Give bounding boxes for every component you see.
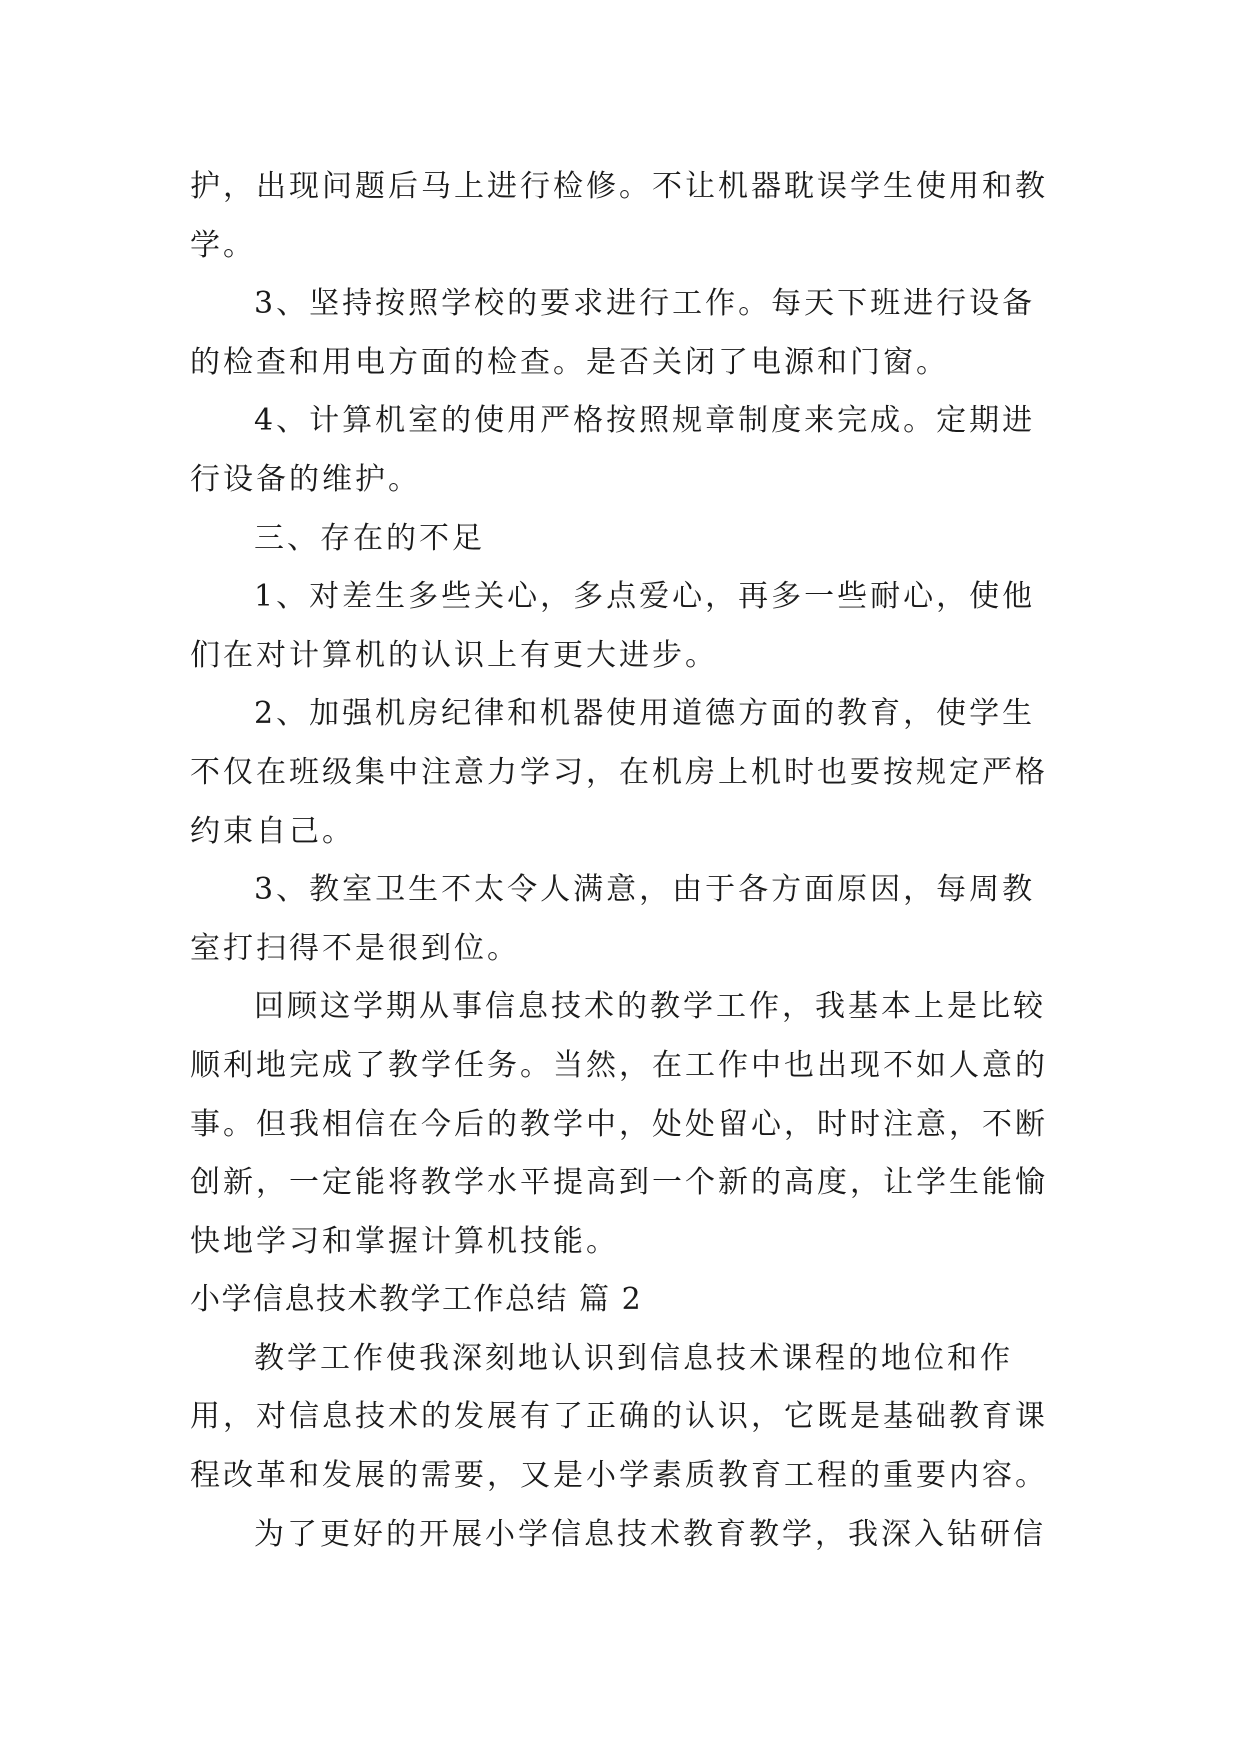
section-heading: 小学信息技术教学工作总结 篇 2 <box>190 1282 643 1318</box>
document-body <box>190 158 1060 1564</box>
text-line: 约束自己。 <box>190 813 355 849</box>
text-line: 护，出现问题后马上进行检修。不让机器耽误学生使用和教 <box>190 169 1048 204</box>
text-line: 为了更好的开展小学信息技术教育教学，我深入钻研信 <box>254 1516 1046 1552</box>
text-line: 程改革和发展的需要，又是小学素质教育工程的重要内容。 <box>190 1458 1048 1494</box>
text-line: 2、加强机房纪律和机器使用道德方面的教育，使学生 <box>254 696 1036 732</box>
text-line: 创新，一定能将教学水平提高到一个新的高度，让学生能愉 <box>190 1165 1048 1201</box>
text-line: 不仅在班级集中注意力学习，在机房上机时也要按规定严格 <box>190 754 1048 790</box>
text-line: 4、计算机室的使用严格按照规章制度来完成。定期进 <box>254 403 1036 439</box>
text-line: 顺利地完成了教学任务。当然，在工作中也出现不如人意的 <box>190 1047 1048 1083</box>
text-line: 的检查和用电方面的检查。是否关闭了电源和门窗。 <box>190 344 949 380</box>
text-line: 回顾这学期从事信息技术的教学工作，我基本上是比较 <box>254 989 1046 1025</box>
text-line: 3、坚持按照学校的要求进行工作。每天下班进行设备 <box>254 286 1036 322</box>
text-line: 1、对差生多些关心，多点爱心，再多一些耐心，使他 <box>254 579 1036 615</box>
text-line: 3、教室卫生不太令人满意，由于各方面原因，每周教 <box>254 872 1036 908</box>
text-line: 行设备的维护。 <box>190 461 421 497</box>
text-line: 三、存在的不足 <box>254 520 485 556</box>
text-line: 事。但我相信在今后的教学中，处处留心，时时注意，不断 <box>190 1106 1048 1142</box>
text-line: 室打扫得不是很到位。 <box>190 930 520 966</box>
text-line: 用，对信息技术的发展有了正确的认识，它既是基础教育课 <box>190 1399 1048 1435</box>
text-line: 学。 <box>190 227 256 263</box>
text-line: 教学工作使我深刻地认识到信息技术课程的地位和作 <box>254 1340 1013 1376</box>
text-line: 们在对计算机的认识上有更大进步。 <box>190 637 718 673</box>
text-line: 快地学习和掌握计算机技能。 <box>190 1223 619 1259</box>
